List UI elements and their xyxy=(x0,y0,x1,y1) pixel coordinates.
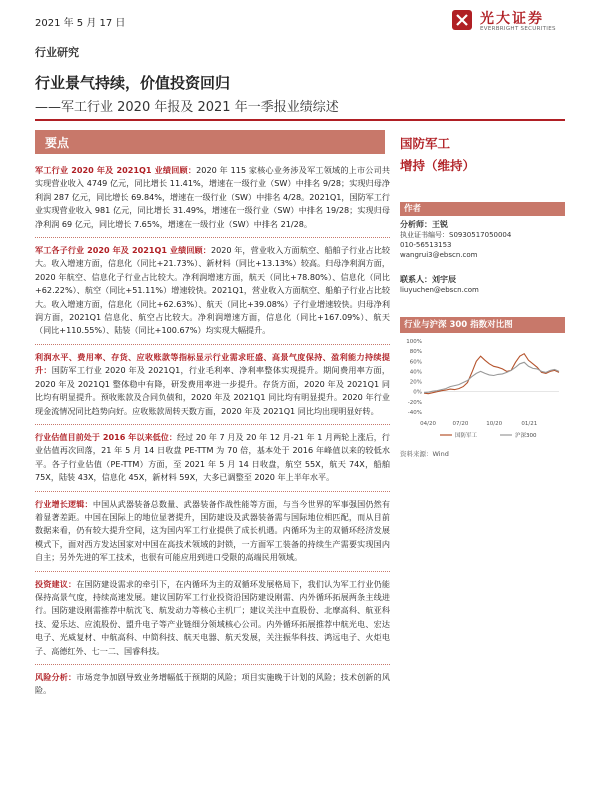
series-line-defense xyxy=(424,354,559,394)
para-heading: 风险分析： xyxy=(35,672,77,682)
keypoints-label: 要点 xyxy=(45,136,70,150)
para-heading: 行业估值目前处于 2016 年以来低位： xyxy=(35,431,177,442)
para-text: 中国从武器装备总数量、武器装备作战性能等方面，与当今世界的军事强国仍然有着显著差距。中国在国际上的地位显著提升，国防建设及武器装备需与国际地位相匹配，而从目前数据来看，仍有较大提升空间，这为国内军工行业提供了成长机遇。内循环为主的双循环经济发展模式下，面对西方发达国家对中国在高技术领域的封锁，一方面军工装备的持续生产需要实现国内自主；另外先进的军工技术，也很有可能应用到进口受限的高端民用领域。 xyxy=(35,498,390,563)
para-text: 2020 年 115 家核心业务涉及军工领域的上市公司共实现营业收入 4749 亿元，同比增长 11.41%，增速在一级行业（SW）中排名 9/28；实现归母净利润 287 亿元，同比增长 69.84%，增速在一级行业（SW）中排名 4/28。2021Q1，国防军工行业实现营业收入 981 亿元，同比增长 31.49%，增速在一级行业（SW）中排名 19/28；实现归母净利润 69 亿元，同比增长 7.65%，增速在一级行业（SW）中排名 21/28。 xyxy=(35,165,390,229)
chart-title-bar: 行业与沪深 300 指数对比图 xyxy=(400,317,565,333)
logo-chinese-name: 光大证券 xyxy=(480,11,544,27)
report-category: 行业研究 xyxy=(35,46,79,59)
title-divider xyxy=(35,119,565,121)
para-profitability xyxy=(35,344,390,418)
legend-label: 沪深300 xyxy=(515,433,537,439)
analyst-phone: 010-56513153 xyxy=(400,241,452,249)
author-header: 作者 xyxy=(400,202,565,216)
report-subtitle: ——军工行业 2020 年报及 2021 年一季报业绩综述 xyxy=(35,100,339,115)
para-text: 2020 年，营业收入方面航空、船舶子行业占比较大。收入增速方面，信息化（同比+21.73%）、新材料（同比+13.13%）较高。归母净利润方面，2020 年航空、信息化子行业占比较大。净利润增速方面，航天（同比+78.80%）、信息化（同比+62.22%）、航空（同比+51.11%）增速较快。2021Q1，营业收入方面航空、船舶子行业占比较大。收入增速方面，信息化（同比+62.63%）、航天（同比+39.08%）子行业增速较快。归母净利润方面，2021Q1 信息化、航空占比较大。净利润增速方面，信息化（同比+167.09%）、航天（同比+110.55%）、陆装（同比+100.67%）均实现大幅提升。 xyxy=(35,245,390,336)
y-tick-label: 60% xyxy=(409,359,422,366)
report-title: 行业景气持续，价值投资回归 xyxy=(35,74,231,92)
para-industry-review xyxy=(35,164,390,231)
company-logo xyxy=(450,6,580,40)
y-tick-label: -40% xyxy=(407,409,422,416)
analyst-email[interactable]: wangrui3@ebscn.com xyxy=(400,251,478,259)
chart-source: 资料来源：Wind xyxy=(400,450,449,458)
y-tick-label: 0% xyxy=(413,389,422,396)
para-text: 市场竞争加剧导致业务增幅低于预期的风险；项目实施晚于计划的风险；技术创新的风险。 xyxy=(35,672,390,696)
logo-english-name: EVERBRIGHT SECURITIES xyxy=(480,26,556,32)
x-tick-label: 01/21 xyxy=(521,421,538,427)
x-tick-label: 04/20 xyxy=(420,421,436,427)
para-subsector-review xyxy=(35,237,390,338)
para-text: 在国防建设需求的牵引下，在内循环为主的双循环发展格局下，我们认为军工行业仍能保持高景气度，持续高速发展。建议国防军工行业投资沿国防建设刚需、内外循环拓展两条主线进行。国防建设刚需推荐中航沈飞、航发动力等核心主机厂；建议关注中直股份、北摩高科、航亚科技、爱乐达、应流股份、盟升电子等产业链细分领域核心公司。内外循环拓展推荐中航光电、宏达电子、光威复材、中航高科、中简科技、航天电器、航天发展，关注振华科技、鸿远电子、火炬电子、高德红外、七一二、国睿科技。 xyxy=(35,578,390,656)
analyst-cert: 执业证书编号：S0930517050004 xyxy=(400,231,512,239)
rating: 增持（维持） xyxy=(400,158,476,173)
para-risk xyxy=(35,664,390,698)
report-date: 2021 年 5 月 17 日 xyxy=(35,18,126,29)
index-comparison-chart xyxy=(400,335,565,447)
contact-email[interactable]: liuyuchen@ebscn.com xyxy=(400,286,479,294)
para-valuation xyxy=(35,424,390,485)
analyst-name: 分析师：王锐 xyxy=(400,220,448,229)
x-tick-label: 07/20 xyxy=(452,421,469,427)
legend-label: 国防军工 xyxy=(455,433,478,439)
para-heading: 利润水平、费用率、存货、应收账款等指标显示行业需求旺盛、高景气度保持、盈利能力持续提升： xyxy=(35,351,390,376)
sector-name: 国防军工 xyxy=(400,136,451,151)
para-text: 国防军工行业 2020 年及 2021Q1，行业毛利率、净利率整体实现提升。期间费用率方面，2020 年及 2021Q1 整体稳中有降，研发费用率进一步提升。存货方面，2020 年及 2021Q1 同比均有明显提升。预收账款及合同负债和，2020 年及 2021Q1 同比均有明显提升。2020 年行业现金流情况同比趋势向好。应收账款周转天数方面，2020 年及 2021Q1 同比均出现明显好转。 xyxy=(35,365,390,416)
y-tick-label: 100% xyxy=(406,339,422,345)
y-tick-label: 40% xyxy=(409,369,422,376)
x-tick-label: 10/20 xyxy=(486,421,503,427)
key-points-body xyxy=(35,164,390,704)
para-text: 经过 20 年 7 月及 20 年 12 月-21 年 1 月两轮上涨后，行业估值再次回落，21 年 5 月 14 日收盘 PE-TTM 为 70 倍，基本处于 2016 年峰值以来的较低水平。各子行业估值（PE-TTM）方面，至 2021 年 5 月 14 日收盘，航空 55X，航天 74X，船舶 75X，陆装 43X，信息化 45X，新材料 59X，大多已调整至 2020 年上半年水平。 xyxy=(35,431,391,483)
everbright-logo-icon xyxy=(450,8,474,32)
para-growth-logic xyxy=(35,491,390,565)
para-heading: 投资建议： xyxy=(35,578,77,589)
para-heading: 行业增长逻辑： xyxy=(35,498,93,509)
sidebar xyxy=(400,134,565,458)
y-tick-label: 80% xyxy=(409,349,422,356)
contact-name: 联系人：刘宇辰 xyxy=(400,275,456,284)
para-heading: 军工各子行业 2020 年及 2021Q1 业绩回顾： xyxy=(35,245,211,256)
y-tick-label: -20% xyxy=(407,399,422,406)
para-investment-advice xyxy=(35,571,390,658)
series-line-hs300 xyxy=(424,362,559,392)
keypoints-header xyxy=(35,130,385,154)
y-tick-label: 20% xyxy=(409,379,422,386)
para-heading: 军工行业 2020 年及 2021Q1 业绩回顾： xyxy=(35,165,197,175)
